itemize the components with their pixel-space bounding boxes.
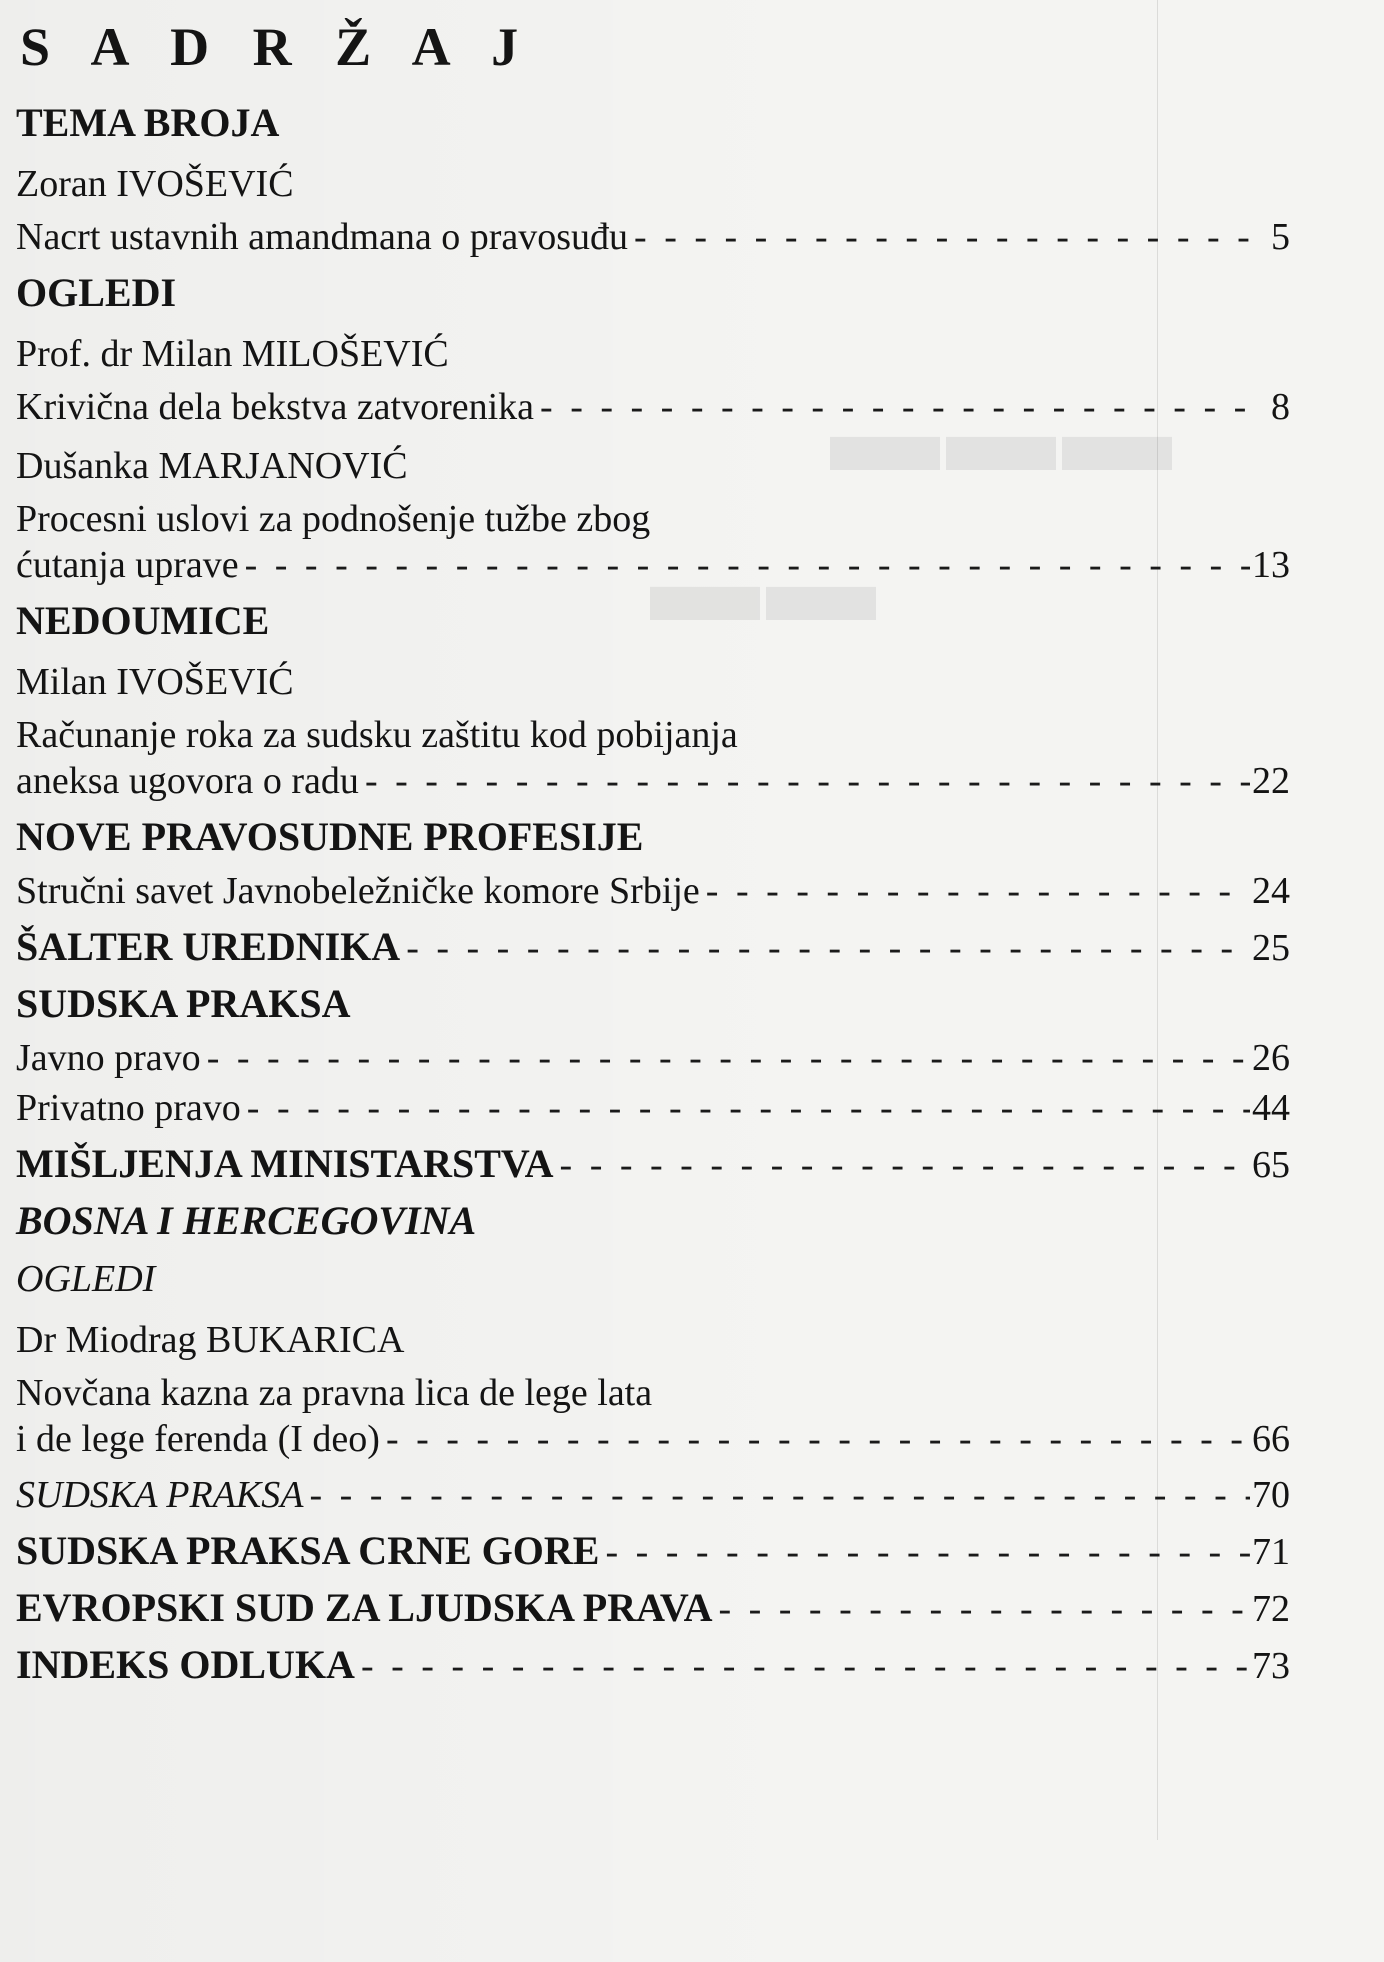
page-number: 24 xyxy=(1252,870,1290,912)
toc-entry[interactable] xyxy=(16,384,1290,430)
page-number: 66 xyxy=(1252,1418,1290,1460)
section-heading: EVROPSKI SUD ZA LJUDSKA PRAVA xyxy=(16,1585,713,1630)
subsection-heading: SUDSKA PRAKSA xyxy=(16,1474,304,1516)
entry-title-line: Računanje roka za sudsku zaštitu kod pobijanja xyxy=(16,714,738,756)
page-number: 13 xyxy=(1252,544,1290,586)
dot-leader xyxy=(380,1416,1250,1462)
toc-entry[interactable] xyxy=(16,1528,1290,1575)
dot-leader xyxy=(712,1586,1250,1632)
dot-leader xyxy=(599,1529,1250,1575)
toc-entry[interactable] xyxy=(16,1035,1290,1081)
author-name: Dušanka MARJANOVIĆ xyxy=(16,445,408,487)
subsection-heading: OGLEDI xyxy=(16,1258,156,1300)
dot-leader xyxy=(534,384,1250,430)
toc-entry[interactable] xyxy=(16,1141,1290,1188)
dot-leader xyxy=(201,1035,1250,1081)
entry-title: ćutanja uprave xyxy=(16,544,239,586)
toc-entry[interactable] xyxy=(16,758,1290,804)
dot-leader xyxy=(400,925,1250,971)
entry-title: Stručni savet Javnobeležničke komore Srbije xyxy=(16,870,700,912)
page-number: 65 xyxy=(1252,1144,1290,1186)
bleed-through-mark: ▬▬ xyxy=(650,522,882,644)
bleed-through-mark: ▬▬▬ xyxy=(830,372,1178,494)
section-heading: MIŠLJENJA MINISTARSTVA xyxy=(16,1141,554,1186)
entry-title-line: Novčana kazna za pravna lica de lege lata xyxy=(16,1372,653,1414)
toc-entry[interactable] xyxy=(16,1472,1290,1518)
page-number: 70 xyxy=(1252,1474,1290,1516)
entry-title: Krivična dela bekstva zatvorenika xyxy=(16,386,535,428)
author-name: Prof. dr Milan MILOŠEVIĆ xyxy=(16,333,449,375)
section-heading: ŠALTER UREDNIKA xyxy=(16,924,401,969)
dot-leader xyxy=(359,758,1250,804)
page-number: 44 xyxy=(1252,1087,1290,1129)
entry-title: aneksa ugovora o radu xyxy=(16,760,359,802)
section-heading: BOSNA I HERCEGOVINA xyxy=(16,1198,477,1243)
dot-leader xyxy=(700,868,1250,914)
page-number: 8 xyxy=(1271,386,1290,428)
author-name: Zoran IVOŠEVIĆ xyxy=(16,163,294,205)
toc-entry[interactable] xyxy=(16,214,1290,260)
section-heading: SUDSKA PRAKSA xyxy=(16,981,351,1026)
dot-leader xyxy=(241,1085,1250,1131)
page-number: 72 xyxy=(1252,1588,1290,1630)
entry-title: Nacrt ustavnih amandmana o pravosuđu xyxy=(16,216,629,258)
dot-leader xyxy=(554,1142,1250,1188)
toc-entry[interactable] xyxy=(16,868,1290,914)
entry-title: Privatno pravo xyxy=(16,1087,241,1129)
page-title: S A D R Ž A J xyxy=(20,17,534,77)
toc-entry[interactable] xyxy=(16,924,1290,971)
dot-leader xyxy=(355,1643,1250,1689)
page-number: 25 xyxy=(1252,927,1290,969)
author-name: Milan IVOŠEVIĆ xyxy=(16,661,294,703)
page-number: 5 xyxy=(1271,216,1290,258)
entry-title-line: Procesni uslovi za podnošenje tužbe zbog xyxy=(16,498,651,540)
section-heading: NEDOUMICE xyxy=(16,598,270,643)
page-number: 73 xyxy=(1252,1645,1290,1687)
toc-entry[interactable] xyxy=(16,542,1290,588)
section-heading: OGLEDI xyxy=(16,270,177,315)
toc-entry[interactable] xyxy=(16,1085,1290,1131)
entry-title: Javno pravo xyxy=(16,1037,201,1079)
author-name: Dr Miodrag BUKARICA xyxy=(16,1319,405,1361)
toc-entry[interactable] xyxy=(16,1416,1290,1462)
dot-leader xyxy=(303,1472,1250,1518)
dot-leader xyxy=(239,542,1250,588)
section-heading: SUDSKA PRAKSA CRNE GORE xyxy=(16,1528,600,1573)
section-heading: NOVE PRAVOSUDNE PROFESIJE xyxy=(16,814,644,859)
entry-title: i de lege ferenda (I deo) xyxy=(16,1418,380,1460)
page-number: 71 xyxy=(1252,1531,1290,1573)
section-heading: TEMA BROJA xyxy=(16,100,280,145)
page-number: 22 xyxy=(1252,760,1290,802)
dot-leader xyxy=(628,214,1250,260)
toc-entry[interactable] xyxy=(16,1642,1290,1689)
page-number: 26 xyxy=(1252,1037,1290,1079)
toc-entry[interactable] xyxy=(16,1585,1290,1632)
section-heading: INDEKS ODLUKA xyxy=(16,1642,355,1687)
table-of-contents xyxy=(16,12,1290,1689)
